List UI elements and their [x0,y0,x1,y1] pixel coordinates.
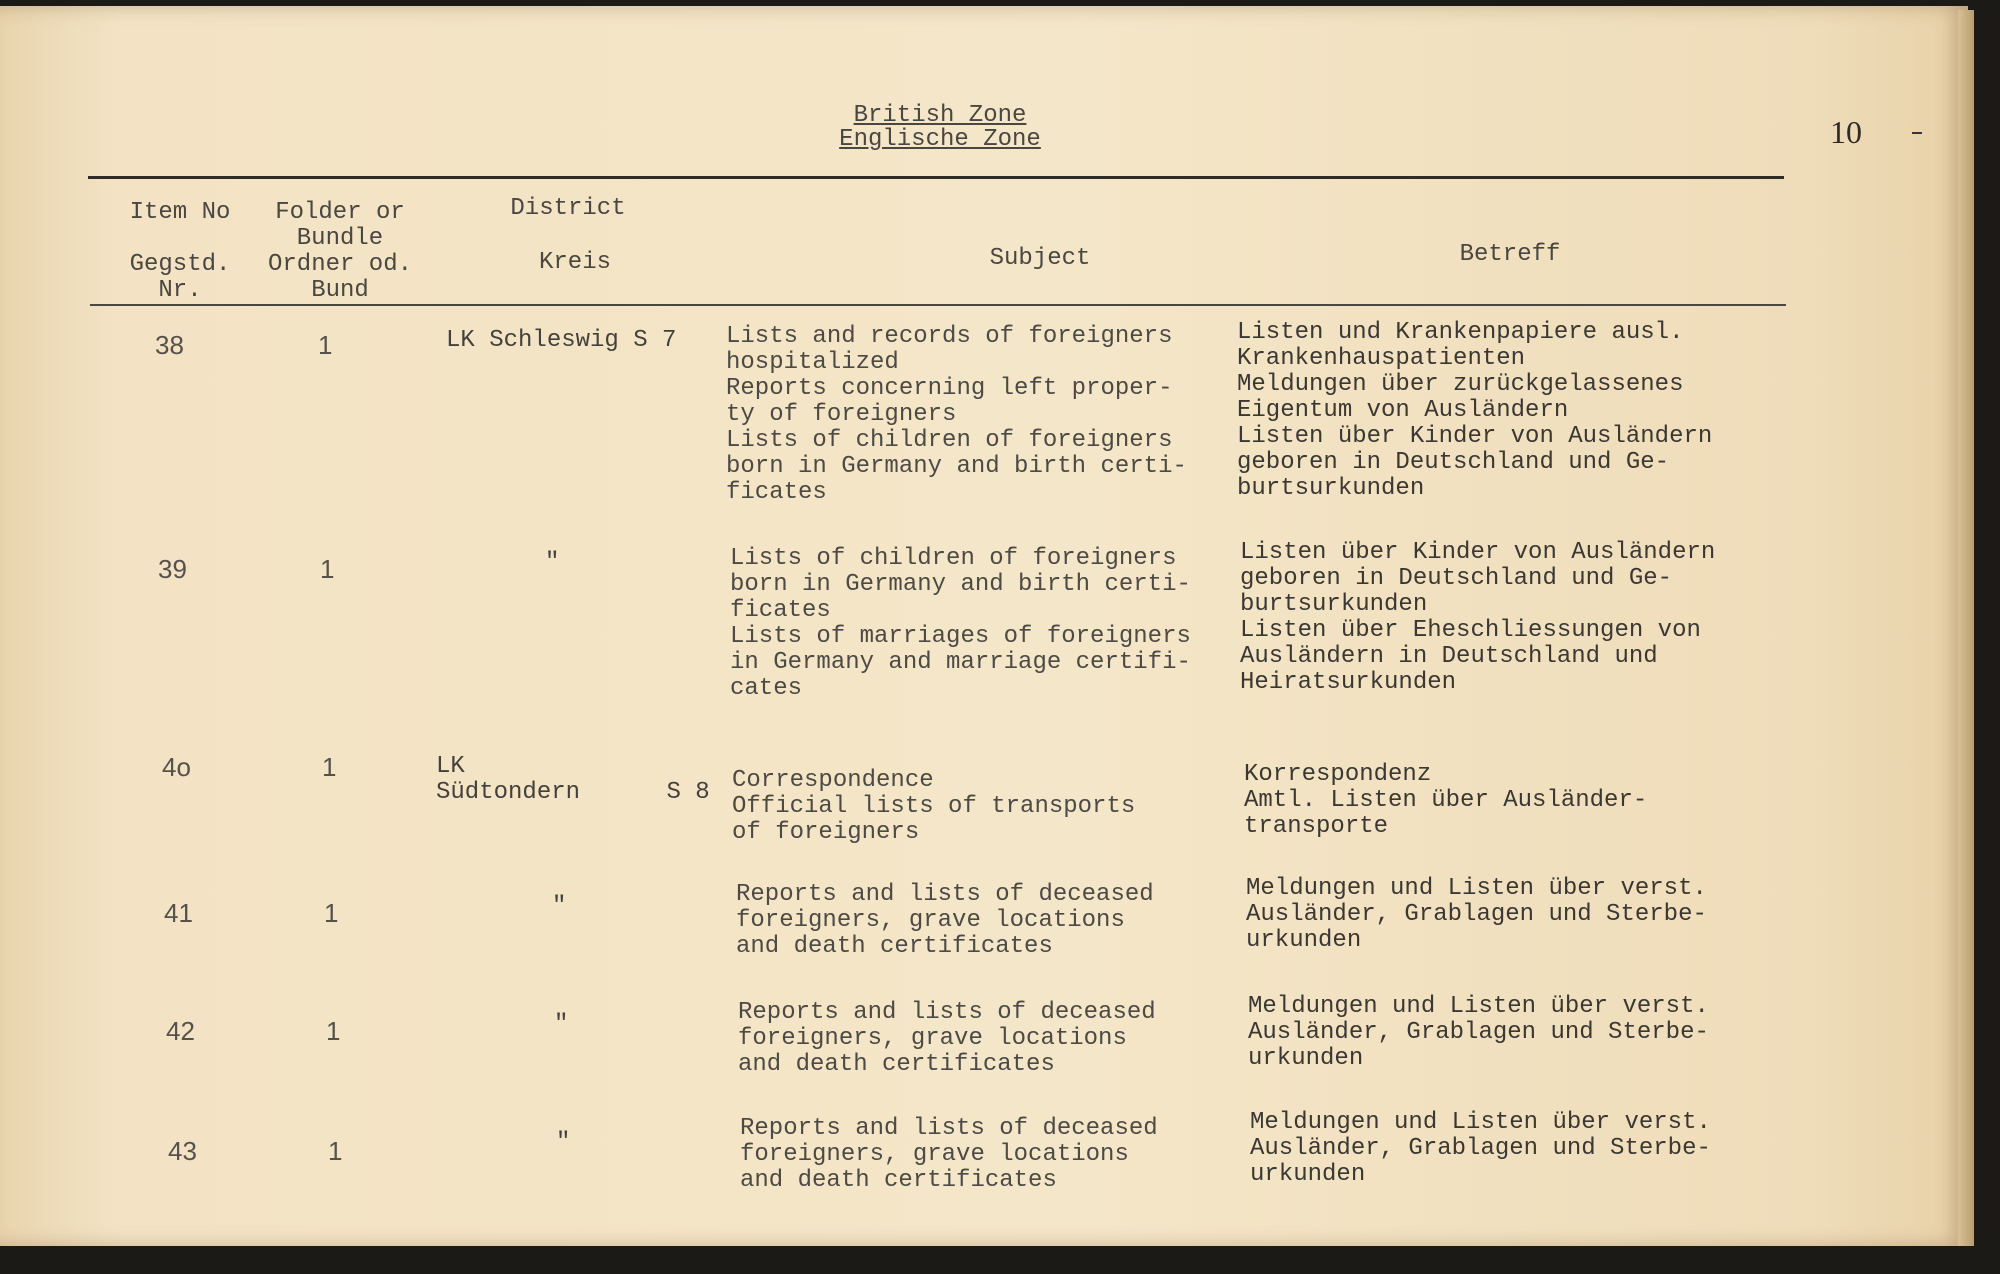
item-number: 38 [155,330,184,360]
item-number: 43 [168,1136,197,1166]
column-header-folder-line: Bund [311,277,369,304]
book-page-edge [1958,10,1974,1246]
column-header-subject: Subject [989,245,1091,272]
column-header-item-line [100,226,260,252]
document-page [0,6,1968,1246]
folder-count: 1 [320,554,335,584]
folder-count: 1 [322,752,337,782]
column-header-district: District [510,195,626,222]
item-number: 4o [162,752,191,782]
header-rule [90,304,1786,306]
district-name: " [554,1011,569,1038]
subject-text: Lists of children of foreigners born in Germany and birth certi- ficates Lists of marriages of foreigners in Germany and marriage certifi- cates [730,545,1191,702]
subject-text: Reports and lists of deceased foreigners, grave locations and death certificates [740,1115,1158,1194]
betreff-text: Korrespondenz Amtl. Listen über Ausländer- transporte [1244,761,1648,840]
subject-text: Reports and lists of deceased foreigners, grave locations and death certificates [738,999,1156,1078]
item-number: 41 [164,898,193,928]
folder-count: 1 [324,898,339,928]
zone-header [740,104,1140,152]
betreff-text: Listen und Krankenpapiere ausl. Krankenhauspatienten Meldungen über zurückgelassenes Eigentum von Ausländern Listen über Kinder von Ausländern geboren in Deutschland und Ge- burtsurkunden [1237,319,1713,502]
margin-mark [1912,132,1922,134]
district-name: " [556,1129,571,1156]
column-header-item [100,200,260,304]
column-header-betreff: Betreff [1459,241,1561,268]
subject-text: Reports and lists of deceased foreigners, grave locations and death certificates [736,881,1154,960]
column-header-folder-line: Ordner od. [267,251,413,278]
header-german: Englische Zone [839,126,1041,153]
district-name: " [545,549,560,576]
column-header-kreis: Kreis [538,249,611,276]
folder-count: 1 [318,330,333,360]
district-name: LK Schleswig S 7 [446,327,677,354]
district-name: LK Südtondern S 8 [436,753,710,806]
folder-count: 1 [328,1136,343,1166]
column-header-item-line: Gegstd. [129,251,231,278]
subject-text: Lists and records of foreigners hospitalized Reports concerning left proper- ty of foreigners Lists of children of foreigners born in Germany and birth certi- ficates [726,323,1187,506]
folder-count: 1 [326,1016,341,1046]
item-number: 42 [166,1016,195,1046]
district-name: " [552,893,567,920]
betreff-text: Meldungen und Listen über verst. Ausländer, Grablagen und Sterbe- urkunden [1250,1109,1711,1188]
betreff-text: Listen über Kinder von Ausländern geboren in Deutschland und Ge- burtsurkunden Listen über Eheschliessungen von Ausländern in Deutschland und Heiratsurkunden [1240,539,1716,696]
betreff-text: Meldungen und Listen über verst. Ausländer, Grablagen und Sterbe- urkunden [1248,993,1709,1072]
column-header-folder-line: Bundle [296,225,384,252]
header-english: British Zone [853,102,1027,129]
top-rule [88,176,1784,179]
item-number: 39 [158,554,187,584]
column-header-item-line: Nr. [158,277,202,304]
column-header-folder [255,200,425,304]
subject-text: Correspondence Official lists of transports of foreigners [732,767,1136,846]
column-header-item-line: Item No [129,199,231,226]
column-header-folder-line: Folder or [275,199,405,226]
page-number: 10 [1830,114,1862,150]
betreff-text: Meldungen und Listen über verst. Ausländer, Grablagen und Sterbe- urkunden [1246,875,1707,954]
